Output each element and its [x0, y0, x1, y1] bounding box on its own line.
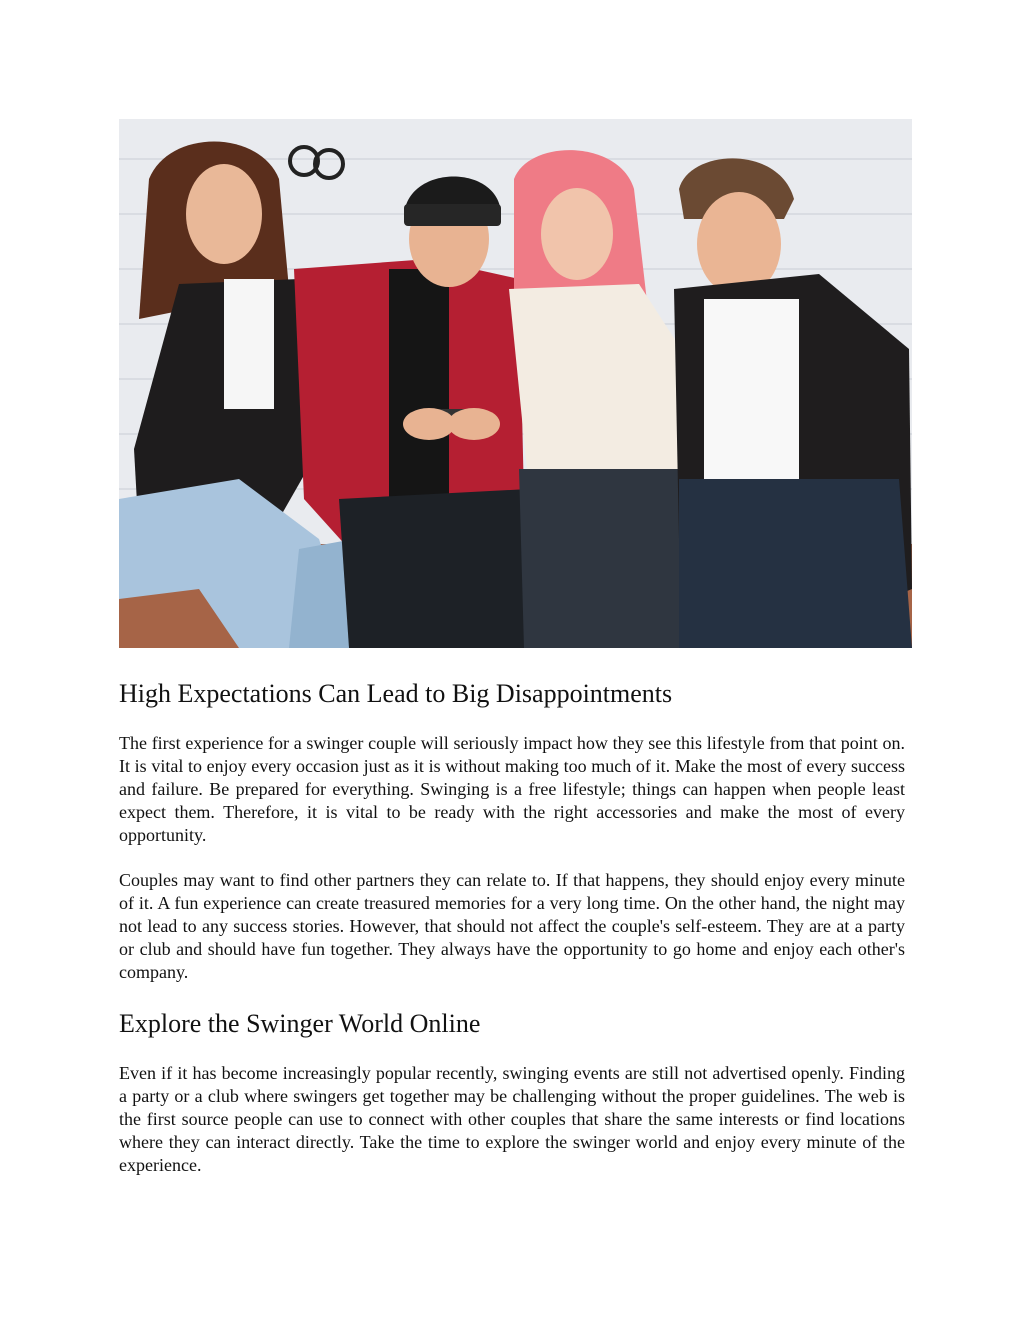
paragraph-expectations-1: The first experience for a swinger couple will seriously impact how they see this lifestyle from that point on. It is vital to enjoy every occasion just as it is without making too much of it. Make the most of every success and failure. Be prepared for everything. Swinging is a free lifestyle; things can happen when people least expect them. Therefore, it is vital to be ready with the right accessories and make the most of every opportunity. — [119, 733, 905, 845]
section-heading-expectations: High Expectations Can Lead to Big Disappointments — [119, 679, 673, 708]
paragraph-explore-1: Even if it has become increasingly popular recently, swinging events are still not advertised openly. Finding a party or a club where swingers get together may be challenging without the proper guidelines. The web is the first source people can use to connect with other couples that share the same interests or find locations where they can interact directly. Take the time to explore the swinger world and enjoy every minute of the experience. — [119, 1063, 905, 1175]
hero-photo — [119, 119, 912, 648]
paragraph-expectations-2: Couples may want to find other partners they can relate to. If that happens, they should enjoy every minute of it. A fun experience can create treasured memories for a very long time. On the other hand, the night may not lead to any success stories. However, that should not affect the couple's self-esteem. They are at a party or club and should have fun together. They always have the opportunity to go home and enjoy each other's company. — [119, 870, 905, 982]
article-body — [119, 676, 905, 1199]
group-of-friends-illustration — [119, 119, 912, 648]
section-heading-explore: Explore the Swinger World Online — [119, 1009, 481, 1038]
